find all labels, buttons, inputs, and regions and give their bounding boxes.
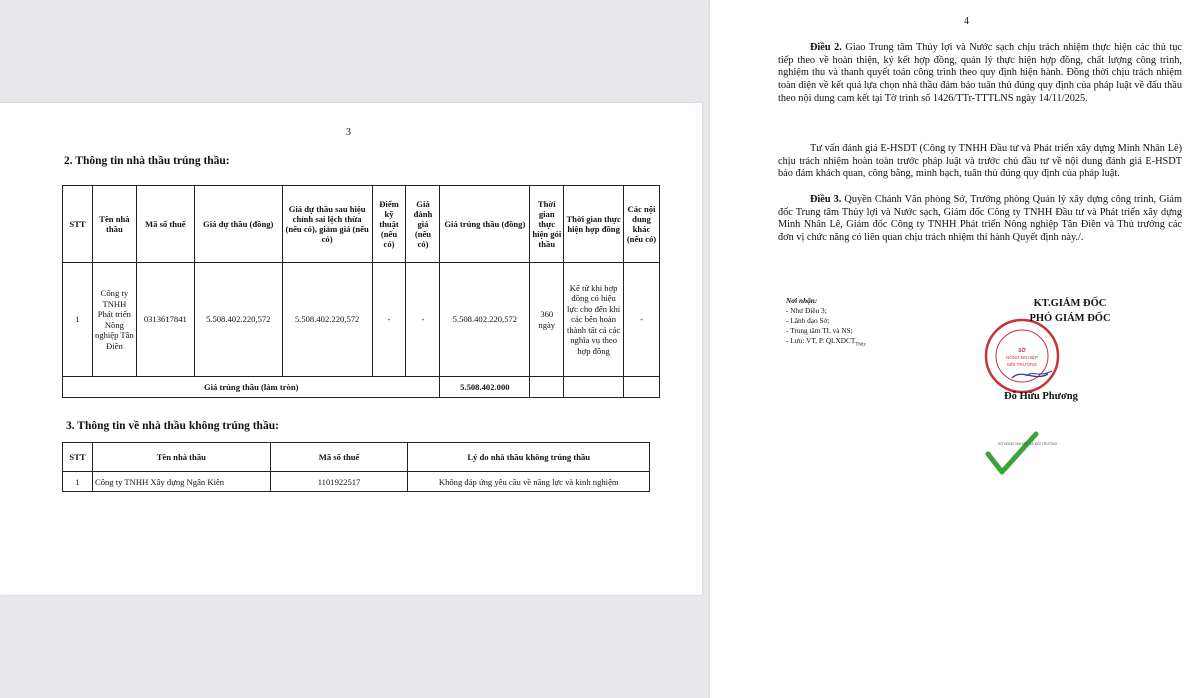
col-header: Giá dự thầu sau hiệu chỉnh sai lệch thừa (nếu có), giảm giá (nếu có) [282,186,372,263]
table-cell: 360 ngày [530,263,564,377]
recipient-item: - Lưu: VT, P. $QLXDCT_{Thủy}$ [786,336,866,348]
table-cell: Công ty TNHH Phát triển Nông nghiệp Tân Điền [92,263,136,377]
col-header: Thời gian thực hiện hợp đồng [564,186,624,263]
total-label: Giá trúng thầu (làm tròn) [63,377,440,398]
col-header: Tên nhà thầu [92,443,270,472]
digital-signature-info: SỞ NÔNG NGHIỆP VÀ MÔI TRƯỜNG [998,442,1058,446]
col-header: Tên nhà thầu [92,186,136,263]
recipient-item: - Trung tâm TL và NS; [786,326,853,335]
document-page-4 [710,0,1200,698]
recipient-item: - Như Điều 3; [786,306,827,315]
table-cell: 1101922517 [270,472,408,492]
table-row [63,472,650,492]
signature-title [990,296,1150,326]
article-3-label: Điều 3. [810,194,842,205]
article-2-paragraph [778,42,1182,106]
table-cell: Không đáp ứng yêu cầu về năng lực và kinh nghiệm [408,472,650,492]
col-header: Mã số thuế [270,443,408,472]
col-header: Các nội dung khác (nếu có) [624,186,660,263]
table-cell: - [624,263,660,377]
table-cell: 5.508.402.220,572 [440,263,530,377]
svg-text:SỞ: SỞ [1018,348,1026,354]
table-cell: Công ty TNHH Xây dựng Ngân Kiên [92,472,270,492]
table-cell: - [406,263,440,377]
article-3-paragraph [778,194,1182,245]
table-cell: - [372,263,406,377]
col-header: STT [63,443,93,472]
page-number: 4 [964,16,969,27]
recipients-list [786,296,866,350]
col-header: Giá đánh giá (nếu có) [406,186,440,263]
consultant-paragraph [778,143,1182,181]
section-2-title: 2. Thông tin nhà thầu trúng thầu: [64,155,230,167]
table-cell: 5.508.402.220,572 [194,263,282,377]
svg-text:MÔI TRƯỜNG: MÔI TRƯỜNG [1006,362,1038,367]
recipients-title: Nơi nhận: [786,296,818,305]
document-page-3 [0,103,702,595]
official-stamp-icon [982,316,1062,396]
total-value: 5.508.402.000 [440,377,530,398]
table-row [63,263,660,377]
losing-bidder-table [62,442,650,492]
table-cell: 5.508.402.220,572 [282,263,372,377]
signer-name: Đỗ Hữu Phương [1004,391,1078,402]
table-cell: 1 [63,472,93,492]
article-2-label: Điều 2. [810,42,842,53]
col-header: Điểm kỹ thuật (nếu có) [372,186,406,263]
page-number: 3 [346,127,351,138]
table-header-row [63,443,650,472]
svg-text:NÔNG NGHIỆP: NÔNG NGHIỆP [1005,355,1039,360]
winning-bidder-table [62,185,660,398]
sign-title-1: KT.GIÁM ĐỐC [1033,298,1107,309]
table-header-row [63,186,660,263]
col-header: Lý do nhà thầu không trúng thầu [408,443,650,472]
col-header: STT [63,186,93,263]
table-cell: Kể từ khi hợp đồng có hiệu lực cho đến khi các bên hoàn thành tất cả các nghĩa vụ theo hợp đồng [564,263,624,377]
article-3-text: Quyền Chánh Văn phòng Sở, Trưởng phòng Quản lý xây dựng công trình, Giám đốc Trung tâm Thủy lợi và Nước sạch, Giám đốc Công ty TNHH Đầu tư và Phát triển xây dựng Minh Nhân Lê, Giám đốc Công ty TNHH Phát triển Nông nghiệp Tân Điền và Thủ trưởng các đơn vị chức năng có liên quan chịu trách nhiệm thi hành Quyết định này./. [778,194,1182,244]
sign-title-2: PHÓ GIÁM ĐỐC [1029,313,1111,324]
col-header: Giá dự thầu (đồng) [194,186,282,263]
section-3-title: 3. Thông tin về nhà thầu không trúng thầu: [66,420,279,432]
col-header: Mã số thuế [136,186,194,263]
col-header: Thời gian thực hiện gói thầu [530,186,564,263]
recipient-item: - Lãnh đạo Sở; [786,316,830,325]
digital-signature-check-icon [982,430,1042,480]
table-cell: 1 [63,263,93,377]
article-2-text: Giao Trung tâm Thủy lợi và Nước sạch chịu trách nhiệm thực hiện các thủ tục tiếp theo về hoàn thiện, ký kết hợp đồng, quản lý thực hiện hợp đồng, chất lượng công trình, nghiệm thu và thanh quyết toán công trình theo quy định hiện hành. Đồng thời chịu trách nhiệm toàn diện về kết quả lựa chọn nhà thầu đảm bảo tuân thủ đúng quy định của pháp luật về đấu thầu theo nội dung cam kết tại Tờ trình số 1426/TTr-TTTLNS ngày 14/11/2025. [778,42,1182,104]
col-header: Giá trúng thầu (đồng) [440,186,530,263]
consultant-text: Tư vấn đánh giá E-HSDT (Công ty TNHH Đầu tư và Phát triển xây dựng Minh Nhân Lê) chịu trách nhiệm hoàn toàn trước pháp luật và trước chủ đầu tư về nội dung đánh giá E-HSDT bảo đảm khách quan, công bằng, minh bạch, tuân thủ đúng quy định của pháp luật. [778,143,1182,180]
table-total-row [63,377,660,398]
table-cell: 0313617841 [136,263,194,377]
